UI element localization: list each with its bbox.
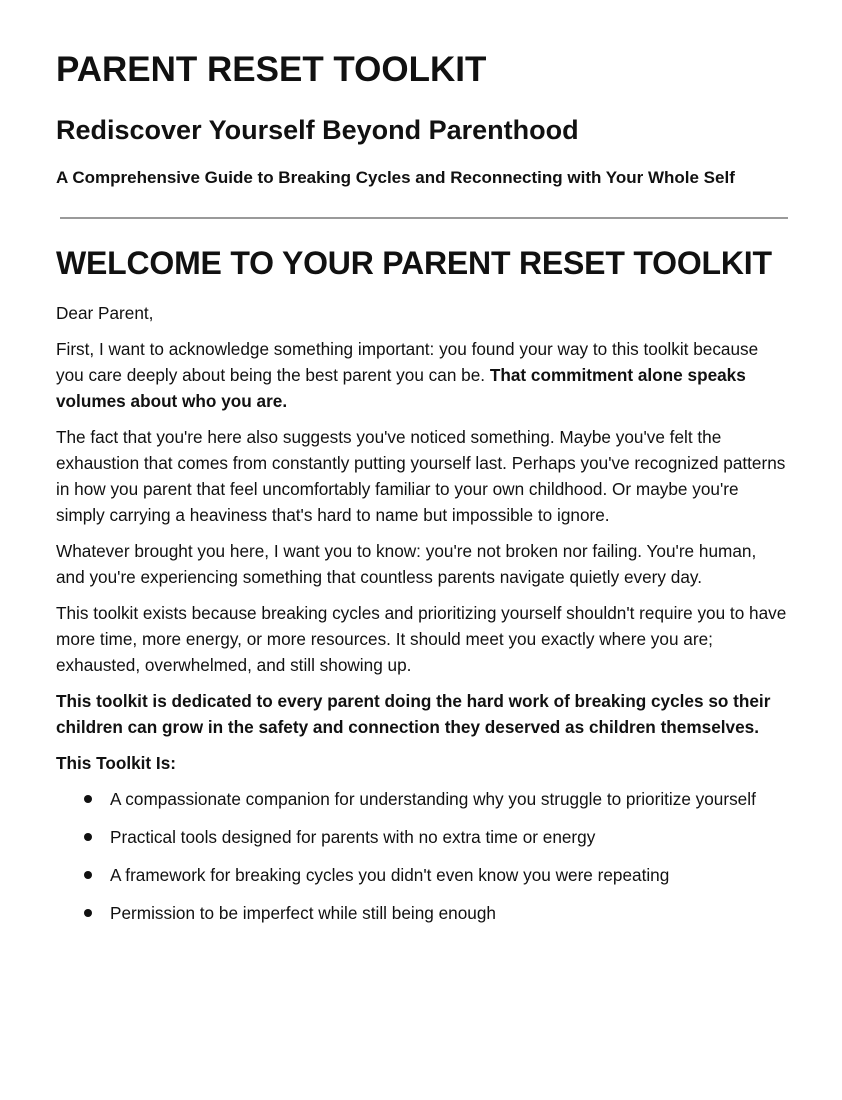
bullet-icon [84,871,92,879]
welcome-heading: WELCOME TO YOUR PARENT RESET TOOLKIT [56,245,772,281]
list-item [82,824,788,850]
welcome-body [56,300,788,938]
bullet-icon [84,833,92,841]
list-item-text: Permission to be imperfect while still being enough [110,903,496,923]
toolkit-features-list [56,786,788,926]
paragraph-acknowledgement-bold: That commitment alone speaks volumes about who you are. [56,365,746,411]
document-tagline: A Comprehensive Guide to Breaking Cycles and Reconnecting with Your Whole Self [56,168,735,187]
paragraph-acknowledgement [56,336,788,414]
horizontal-divider [60,217,788,219]
list-item-text: A compassionate companion for understanding why you struggle to prioritize yourself [110,789,756,809]
bullet-icon [84,795,92,803]
paragraph-purpose: This toolkit exists because breaking cycles and prioritizing yourself shouldn't require you to have more time, more energy, or more resources. It should meet you exactly where you are; exhausted, overwhelmed, and still showing up. [56,603,787,675]
list-heading: This Toolkit Is: [56,753,176,773]
list-item-text: A framework for breaking cycles you didn't even know you were repeating [110,865,670,885]
list-item [82,786,788,812]
paragraph-acknowledgement-text: First, I want to acknowledge something important: you found your way to this toolkit because you care deeply about being the best parent you can be. [56,339,759,385]
list-item-text: Practical tools designed for parents with no extra time or energy [110,827,596,847]
list-item [82,862,788,888]
salutation: Dear Parent, [56,303,154,323]
bullet-icon [84,909,92,917]
dedication: This toolkit is dedicated to every parent doing the hard work of breaking cycles so their children can grow in the safety and connection they deserved as children themselves. [56,691,771,737]
paragraph-not-broken: Whatever brought you here, I want you to know: you're not broken nor failing. You're human, and you're experiencing something that countless parents navigate quietly every day. [56,541,757,587]
document-title: PARENT RESET TOOLKIT [56,50,487,89]
paragraph-noticed: The fact that you're here also suggests you've noticed something. Maybe you've felt the exhaustion that comes from constantly putting yourself last. Perhaps you've recognized patterns in how you parent that feel uncomfortably familiar to your own childhood. Or maybe you're simply carrying a heaviness that's hard to name but impossible to ignore. [56,427,786,525]
document-subtitle: Rediscover Yourself Beyond Parenthood [56,115,579,145]
list-item [82,900,788,926]
